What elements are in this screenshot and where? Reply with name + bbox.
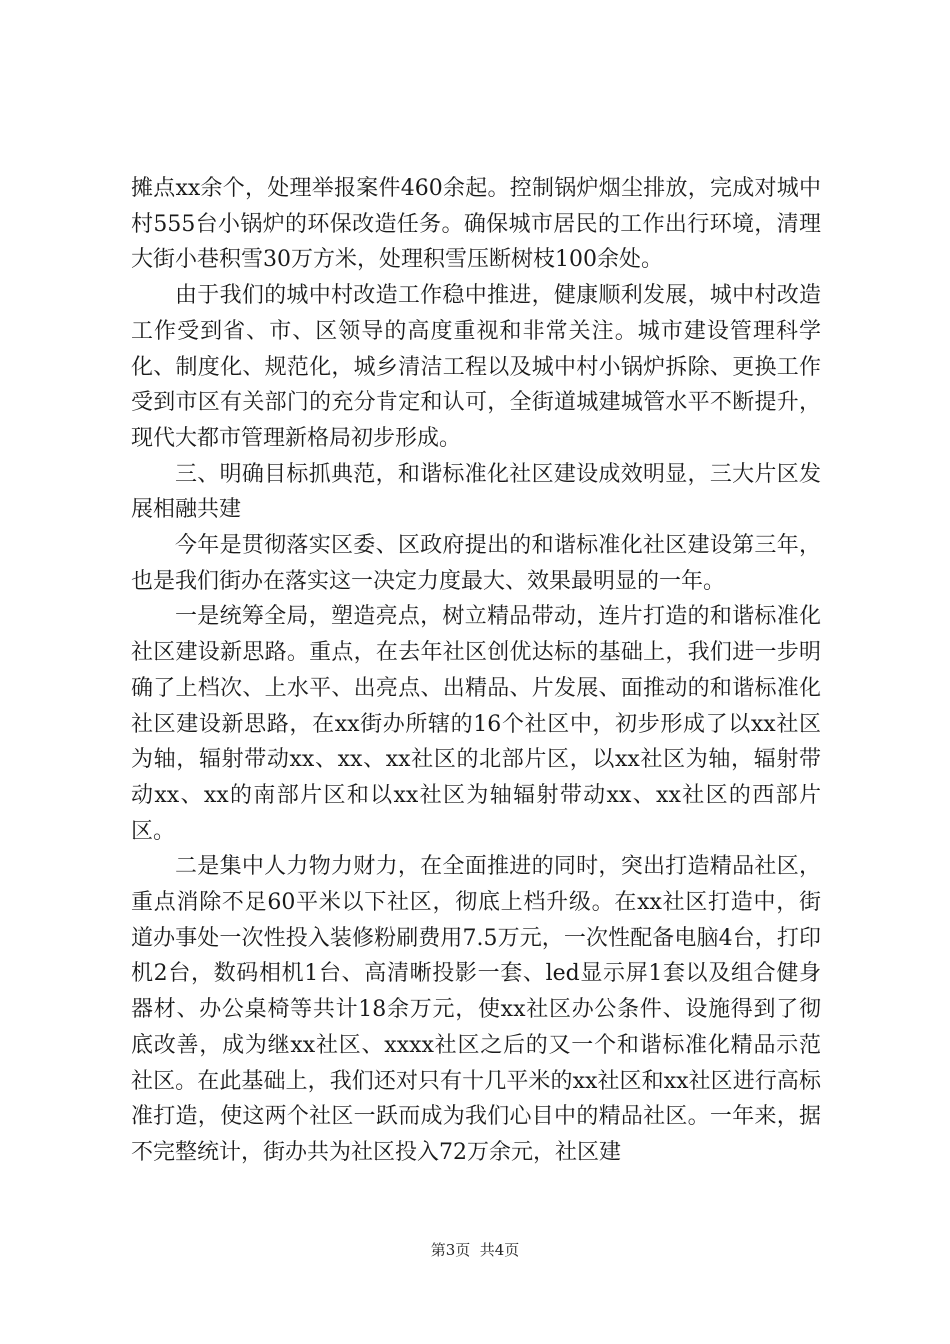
page-footer: [0, 1240, 950, 1260]
paragraph-2: 由于我们的城中村改造工作稳中推进，健康顺利发展，城中村改造工作受到省、市、区领导的高度重视和非常关注。城市建设管理科学化、制度化、规范化，城乡清洁工程以及城中村小锅炉拆除、更换工作受到市区有关部门的充分肯定和认可，全街道城建城管水平不断提升，现代大都市管理新格局初步形成。: [131, 283, 821, 451]
paragraph-1: 摊点xx余个，处理举报案件460余起。控制锅炉烟尘排放，完成对城中村555台小锅炉的环保改造任务。确保城市居民的工作出行环境，清理大街小巷积雪30万方米，处理积雪压断树枝100余处。: [131, 176, 821, 273]
paragraph-5: 一是统筹全局，塑造亮点，树立精品带动，连片打造的和谐标准化社区建设新思路。重点，在去年社区创优达标的基础上，我们进一步明确了上档次、上水平、出亮点、出精品、片发展、面推动的和谐标准化社区建设新思路，在xx街办所辖的16个社区中，初步形成了以xx社区为轴，辐射带动xx、xx、xx社区的北部片区，以xx社区为轴，辐射带动xx、xx的南部片区和以xx社区为轴辐射带动xx、xx社区的西部片区。: [131, 604, 821, 844]
paragraph-6: 二是集中人力物力财力，在全面推进的同时，突出打造精品社区，重点消除不足60平米以下社区，彻底上档升级。在xx社区打造中，街道办事处一次性投入装修粉刷费用7.5万元，一次性配备电脑4台，打印机2台，数码相机1台、高清晰投影一套、led显示屏1套以及组合健身器材、办公桌椅等共计18余万元，使xx社区办公条件、设施得到了彻底改善，成为继xx社区、xxxx社区之后的又一个和谐标准化精品示范社区。在此基础上，我们还对只有十几平米的xx社区和xx社区进行高标准打造，使这两个社区一跃而成为我们心目中的精品社区。一年来，据不完整统计，街办共为社区投入72万余元，社区建: [131, 854, 821, 1165]
document-body: [131, 171, 821, 1171]
section-heading-3: 三、明确目标抓典范，和谐标准化社区建设成效明显，三大片区发展相融共建: [131, 461, 821, 523]
page-number: 第3页 共4页: [430, 1241, 520, 1259]
paragraph-4: 今年是贯彻落实区委、区政府提出的和谐标准化社区建设第三年，也是我们街办在落实这一决定力度最大、效果最明显的一年。: [131, 533, 821, 594]
